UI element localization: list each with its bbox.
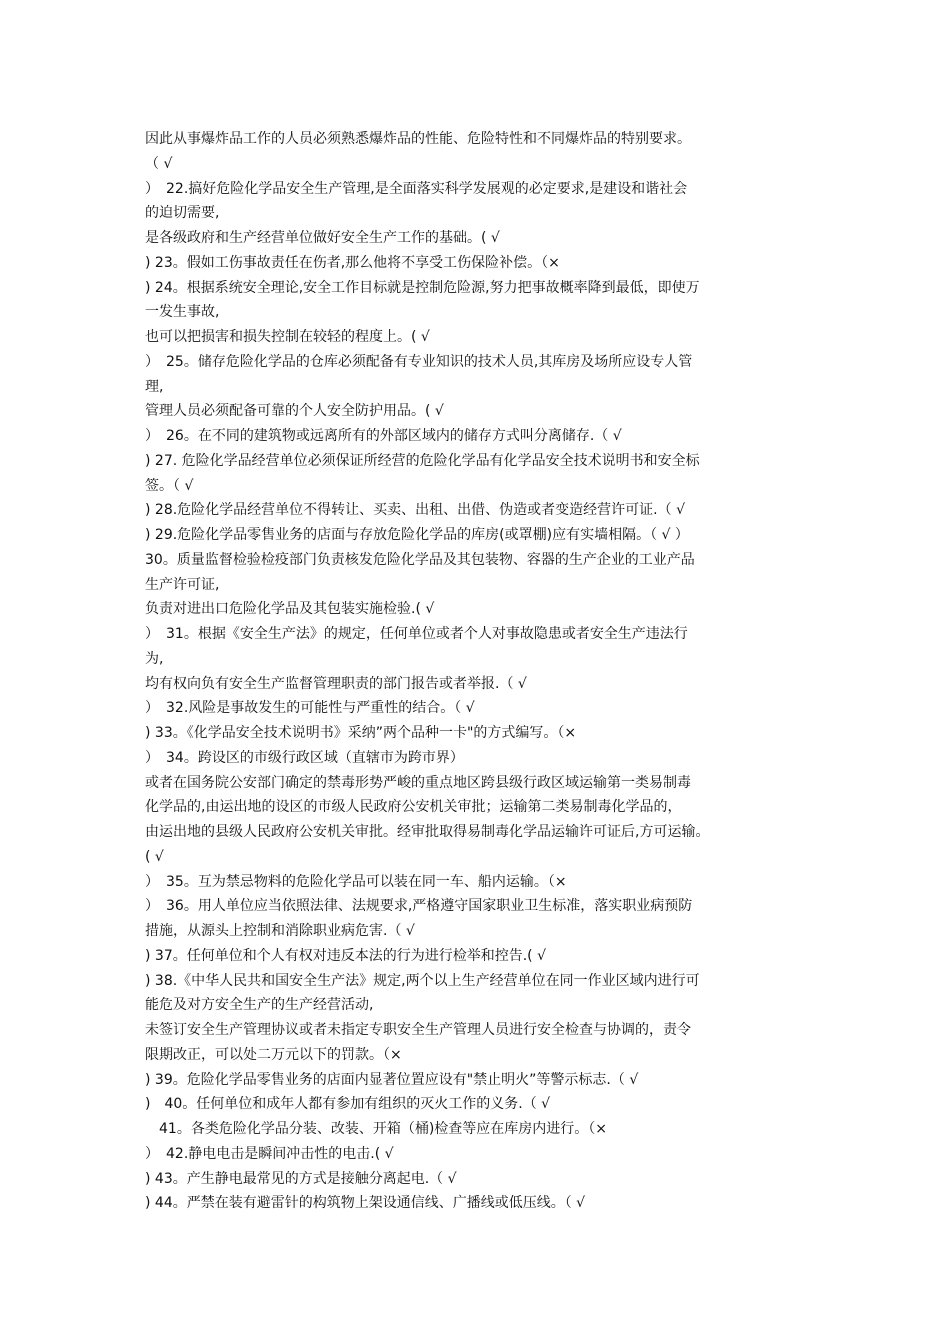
text-line: 由运出地的县级人民政府公安机关审批。经审批取得易制毒化学品运输许可证后,方可运输。 <box>145 824 710 840</box>
text-line: ) 28.危险化学品经营单位不得转让、买卖、出租、出借、伪造或者变造经营许可证.（ √ <box>145 502 685 519</box>
text-line: 未签订安全生产管理协议或者未指定专职安全生产管理人员进行安全检查与协调的，责令 <box>145 1022 691 1038</box>
text-line: 生产许可证, <box>145 576 220 593</box>
text-line: ） 31。根据《安全生产法》的规定，任何单位或者个人对事故隐患或者安全生产违法行 <box>145 626 688 642</box>
text-line: ) 38.《中华人民共和国安全生产法》规定,两个以上生产经营单位在同一作业区域内进行可 <box>145 972 700 989</box>
text-line: 或者在国务院公安部门确定的禁毒形势严峻的重点地区跨县级行政区域运输第一类易制毒 <box>145 774 691 791</box>
text-line: 管理人员必须配备可靠的个人安全防护用品。( √ <box>145 403 444 420</box>
text-line: ） 42.静电电击是瞬间冲击性的电击.( √ <box>145 1145 394 1162</box>
text-line: ） 35。互为禁忌物料的危险化学品可以装在同一车、船内运输。（× <box>145 873 567 890</box>
text-line: 化学品的,由运出地的设区的市级人民政府公安机关审批；运输第二类易制毒化学品的， <box>145 799 682 816</box>
text-line: 签。（ √ <box>145 477 194 494</box>
text-line: ） 26。在不同的建筑物或远离所有的外部区域内的储存方式叫分离储存.（ √ <box>145 428 622 444</box>
text-line: ) 43。产生静电最常见的方式是接触分离起电.（ √ <box>145 1170 457 1187</box>
text-line: （ √ <box>145 155 173 172</box>
text-line: 的迫切需要, <box>145 205 220 222</box>
text-line: ) 29.危险化学品零售业务的店面与存放危险化学品的库房(或罩棚)应有实墙相隔。（ √ ） <box>145 527 689 543</box>
text-line: ） 32.风险是事故发生的可能性与严重性的结合。（ √ <box>145 700 475 717</box>
text-line: 41。各类危险化学品分装、改装、开箱（桶)检查等应在库房内进行。（× <box>145 1121 608 1137</box>
text-line: ( √ <box>145 848 164 865</box>
text-line: ) 40。任何单位和成年人都有参加有组织的灭火工作的义务.（ √ <box>145 1096 551 1113</box>
text-line: ） 36。用人单位应当依照法律、法规要求,严格遵守国家职业卫生标准，落实职业病预防 <box>145 898 693 915</box>
text-line: ) 33。《化学品安全技术说明书》采纳”两个品种一卡"的方式编写。（× <box>145 725 577 741</box>
document-page <box>145 127 825 1216</box>
text-line: ） 25。储存危险化学品的仓库必须配备有专业知识的技术人员,其库房及场所应设专人管 <box>145 353 693 370</box>
text-line: 均有权向负有安全生产监督管理职责的部门报告或者举报.（ √ <box>145 675 527 692</box>
text-line: 也可以把损害和损失控制在较轻的程度上。( √ <box>145 329 430 345</box>
text-line: 因此从事爆炸品工作的人员必须熟悉爆炸品的性能、危险特性和不同爆炸品的特别要求。 <box>145 131 691 147</box>
text-line: ) 24。根据系统安全理论,安全工作目标就是控制危险源,努力把事故概率降到最低，即使万 <box>145 279 700 296</box>
text-line: ） 22.搞好危险化学品安全生产管理,是全面落实科学发展观的必定要求,是建设和谐社会 <box>145 180 688 197</box>
text-line: 是各级政府和生产经营单位做好安全生产工作的基础。( √ <box>145 230 500 246</box>
text-line: ) 37。任何单位和个人有权对违反本法的行为进行检举和控告.( √ <box>145 947 547 964</box>
text-line: ) 39。危险化学品零售业务的店面内显著位置应设有"禁止明火”等警示标志.（ √ <box>145 1071 639 1088</box>
text-line: 一发生事故, <box>145 304 220 321</box>
text-line: ) 27. 危险化学品经营单位必须保证所经营的危险化学品有化学品安全技术说明书和安全标 <box>145 452 700 469</box>
text-line: ） 34。跨设区的市级行政区域（直辖市为跨市界） <box>145 749 464 766</box>
text-line: ) 44。严禁在装有避雷针的构筑物上架设通信线、广播线或低压线。（ √ <box>145 1195 586 1212</box>
text-line: 措施，从源头上控制和消除职业病危害.（ √ <box>145 923 415 939</box>
text-line: 能危及对方安全生产的生产经营活动, <box>145 997 374 1014</box>
text-line: 限期改正，可以处二万元以下的罚款。（× <box>145 1046 402 1063</box>
text-line: 为, <box>145 650 164 667</box>
text-line: 负责对进出口危险化学品及其包装实施检验.( √ <box>145 601 435 618</box>
text-line: ) 23。假如工伤事故责任在伤者,那么他将不享受工伤保险补偿。（× <box>145 254 560 271</box>
text-line: 理, <box>145 378 164 395</box>
text-line: 30。质量监督检验检疫部门负责核发危险化学品及其包装物、容器的生产企业的工业产品 <box>145 551 695 568</box>
